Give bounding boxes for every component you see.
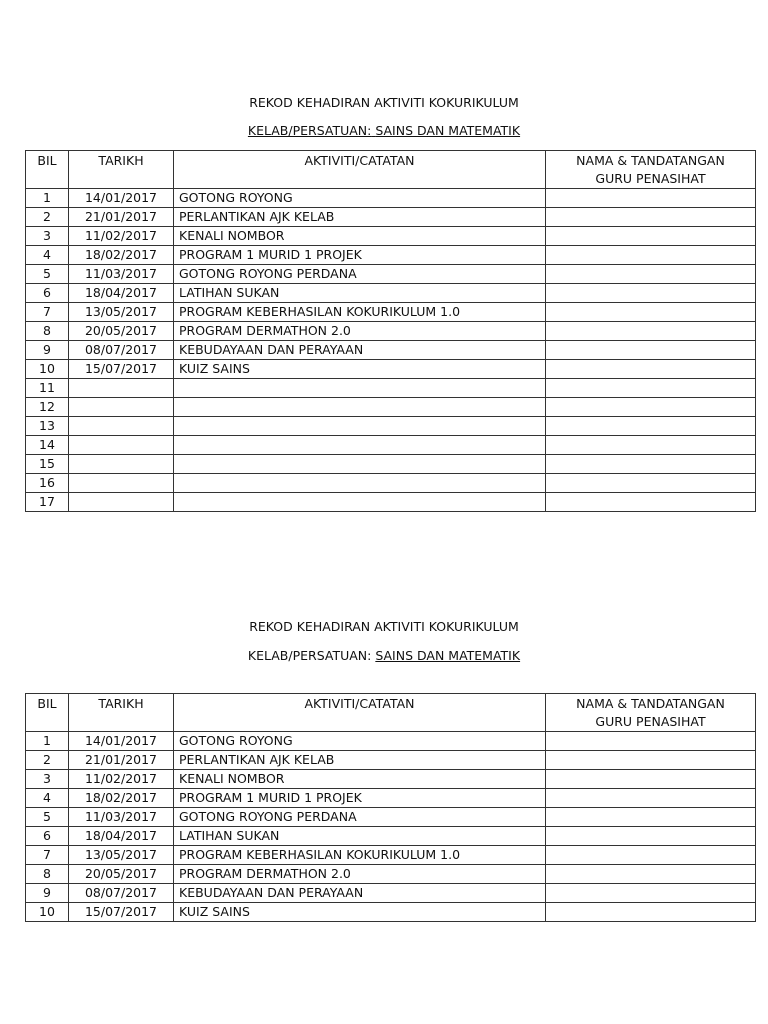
table-row (26, 732, 756, 751)
cell-nama (546, 770, 756, 789)
cell-aktiviti: GOTONG ROYONG PERDANA (174, 808, 546, 827)
cell-aktiviti (174, 474, 546, 493)
header-nama (546, 151, 756, 189)
table-row (26, 865, 756, 884)
cell-tarikh (69, 455, 174, 474)
table-row (26, 827, 756, 846)
cell-aktiviti: KUIZ SAINS (174, 360, 546, 379)
cell-bil: 6 (26, 827, 69, 846)
cell-aktiviti (174, 436, 546, 455)
cell-tarikh: 08/07/2017 (69, 341, 174, 360)
club-name-1: SAINS DAN MATEMATIK (375, 123, 521, 138)
header-nama-line1: NAMA & TANDATANGAN (576, 153, 725, 168)
cell-aktiviti: PERLANTIKAN AJK KELAB (174, 751, 546, 770)
cell-aktiviti (174, 379, 546, 398)
cell-nama (546, 360, 756, 379)
cell-bil: 10 (26, 903, 69, 922)
cell-nama (546, 474, 756, 493)
header-tarikh: TARIKH (69, 151, 174, 189)
cell-nama (546, 379, 756, 398)
cell-bil: 5 (26, 808, 69, 827)
table-row (26, 903, 756, 922)
cell-aktiviti: PERLANTIKAN AJK KELAB (174, 208, 546, 227)
cell-aktiviti: LATIHAN SUKAN (174, 827, 546, 846)
cell-bil: 11 (26, 379, 69, 398)
cell-aktiviti: PROGRAM KEBERHASILAN KOKURIKULUM 1.0 (174, 303, 546, 322)
header-nama-line1: NAMA & TANDATANGAN (576, 696, 725, 711)
table-row (26, 455, 756, 474)
table-body-2 (26, 694, 756, 922)
cell-tarikh: 14/01/2017 (69, 732, 174, 751)
header-bil: BIL (26, 151, 69, 189)
table-row (26, 398, 756, 417)
cell-tarikh: 21/01/2017 (69, 751, 174, 770)
cell-bil: 6 (26, 284, 69, 303)
header-aktiviti: AKTIVITI/CATATAN (174, 151, 546, 189)
cell-tarikh: 11/02/2017 (69, 770, 174, 789)
cell-aktiviti: GOTONG ROYONG (174, 732, 546, 751)
cell-aktiviti: LATIHAN SUKAN (174, 284, 546, 303)
table-row (26, 493, 756, 512)
header-row-1 (26, 151, 756, 189)
cell-nama (546, 732, 756, 751)
attendance-table-2 (25, 693, 756, 922)
cell-tarikh: 11/03/2017 (69, 808, 174, 827)
cell-bil: 4 (26, 789, 69, 808)
table-row (26, 189, 756, 208)
header-nama (546, 694, 756, 732)
cell-aktiviti (174, 398, 546, 417)
cell-nama (546, 884, 756, 903)
cell-nama (546, 455, 756, 474)
table-row (26, 322, 756, 341)
table-row (26, 751, 756, 770)
cell-bil: 10 (26, 360, 69, 379)
header-tarikh: TARIKH (69, 694, 174, 732)
cell-bil: 16 (26, 474, 69, 493)
cell-bil: 8 (26, 322, 69, 341)
cell-tarikh: 20/05/2017 (69, 322, 174, 341)
table-row (26, 284, 756, 303)
cell-bil: 3 (26, 770, 69, 789)
cell-nama (546, 808, 756, 827)
header-nama-line2: GURU PENASIHAT (595, 171, 706, 186)
header-bil: BIL (26, 694, 69, 732)
club-line-1 (0, 123, 768, 138)
cell-aktiviti: KEBUDAYAAN DAN PERAYAAN (174, 884, 546, 903)
cell-aktiviti (174, 493, 546, 512)
cell-tarikh (69, 474, 174, 493)
cell-nama (546, 246, 756, 265)
header-nama-line2: GURU PENASIHAT (595, 714, 706, 729)
cell-tarikh: 18/04/2017 (69, 827, 174, 846)
cell-bil: 3 (26, 227, 69, 246)
record-title-2: REKOD KEHADIRAN AKTIVITI KOKURIKULUM (249, 619, 519, 634)
cell-aktiviti: PROGRAM KEBERHASILAN KOKURIKULUM 1.0 (174, 846, 546, 865)
cell-bil: 12 (26, 398, 69, 417)
cell-bil: 13 (26, 417, 69, 436)
cell-nama (546, 417, 756, 436)
cell-bil: 14 (26, 436, 69, 455)
cell-nama (546, 303, 756, 322)
cell-tarikh: 15/07/2017 (69, 903, 174, 922)
cell-bil: 7 (26, 846, 69, 865)
cell-bil: 9 (26, 884, 69, 903)
cell-aktiviti: KUIZ SAINS (174, 903, 546, 922)
table-row (26, 417, 756, 436)
cell-bil: 2 (26, 751, 69, 770)
table-row (26, 227, 756, 246)
table-row (26, 436, 756, 455)
table-row (26, 208, 756, 227)
header-aktiviti: AKTIVITI/CATATAN (174, 694, 546, 732)
cell-nama (546, 341, 756, 360)
cell-bil: 1 (26, 189, 69, 208)
cell-tarikh: 15/07/2017 (69, 360, 174, 379)
cell-aktiviti (174, 455, 546, 474)
cell-nama (546, 827, 756, 846)
table-row (26, 379, 756, 398)
cell-tarikh: 08/07/2017 (69, 884, 174, 903)
cell-aktiviti: PROGRAM DERMATHON 2.0 (174, 322, 546, 341)
cell-nama (546, 398, 756, 417)
cell-bil: 17 (26, 493, 69, 512)
cell-tarikh: 21/01/2017 (69, 208, 174, 227)
cell-nama (546, 751, 756, 770)
header-row-2 (26, 694, 756, 732)
cell-bil: 2 (26, 208, 69, 227)
cell-tarikh (69, 398, 174, 417)
cell-bil: 4 (26, 246, 69, 265)
cell-nama (546, 846, 756, 865)
table-row (26, 265, 756, 284)
cell-tarikh: 18/02/2017 (69, 789, 174, 808)
cell-bil: 7 (26, 303, 69, 322)
cell-aktiviti: GOTONG ROYONG PERDANA (174, 265, 546, 284)
club-prefix-2: KELAB/PERSATUAN: (247, 648, 372, 663)
table-row (26, 789, 756, 808)
cell-bil: 1 (26, 732, 69, 751)
club-line-2 (0, 648, 768, 663)
cell-bil: 5 (26, 265, 69, 284)
table-row (26, 808, 756, 827)
attendance-table-1 (25, 150, 756, 512)
cell-aktiviti: PROGRAM 1 MURID 1 PROJEK (174, 246, 546, 265)
cell-nama (546, 265, 756, 284)
cell-nama (546, 189, 756, 208)
cell-bil: 9 (26, 341, 69, 360)
cell-tarikh (69, 379, 174, 398)
table-row (26, 303, 756, 322)
cell-tarikh: 18/04/2017 (69, 284, 174, 303)
cell-aktiviti: KEBUDAYAAN DAN PERAYAAN (174, 341, 546, 360)
table-row (26, 846, 756, 865)
table-row (26, 474, 756, 493)
table-row (26, 770, 756, 789)
table-row (26, 884, 756, 903)
cell-aktiviti: KENALI NOMBOR (174, 770, 546, 789)
club-prefix-1: KELAB/PERSATUAN: (247, 123, 372, 138)
cell-tarikh: 11/02/2017 (69, 227, 174, 246)
cell-nama (546, 322, 756, 341)
club-name-2: SAINS DAN MATEMATIK (375, 648, 521, 663)
cell-aktiviti: GOTONG ROYONG (174, 189, 546, 208)
cell-tarikh: 14/01/2017 (69, 189, 174, 208)
cell-tarikh (69, 436, 174, 455)
cell-tarikh: 13/05/2017 (69, 846, 174, 865)
cell-nama (546, 208, 756, 227)
table-row (26, 246, 756, 265)
cell-aktiviti: KENALI NOMBOR (174, 227, 546, 246)
cell-nama (546, 493, 756, 512)
cell-bil: 8 (26, 865, 69, 884)
cell-nama (546, 227, 756, 246)
cell-nama (546, 903, 756, 922)
cell-nama (546, 789, 756, 808)
cell-nama (546, 284, 756, 303)
record-title-1: REKOD KEHADIRAN AKTIVITI KOKURIKULUM (249, 95, 519, 110)
cell-tarikh: 11/03/2017 (69, 265, 174, 284)
cell-tarikh: 13/05/2017 (69, 303, 174, 322)
cell-aktiviti: PROGRAM 1 MURID 1 PROJEK (174, 789, 546, 808)
cell-tarikh: 18/02/2017 (69, 246, 174, 265)
table-row (26, 341, 756, 360)
cell-bil: 15 (26, 455, 69, 474)
cell-nama (546, 865, 756, 884)
table-body-1 (26, 151, 756, 512)
cell-nama (546, 436, 756, 455)
cell-tarikh (69, 493, 174, 512)
cell-aktiviti (174, 417, 546, 436)
table-row (26, 360, 756, 379)
cell-tarikh (69, 417, 174, 436)
cell-aktiviti: PROGRAM DERMATHON 2.0 (174, 865, 546, 884)
cell-tarikh: 20/05/2017 (69, 865, 174, 884)
